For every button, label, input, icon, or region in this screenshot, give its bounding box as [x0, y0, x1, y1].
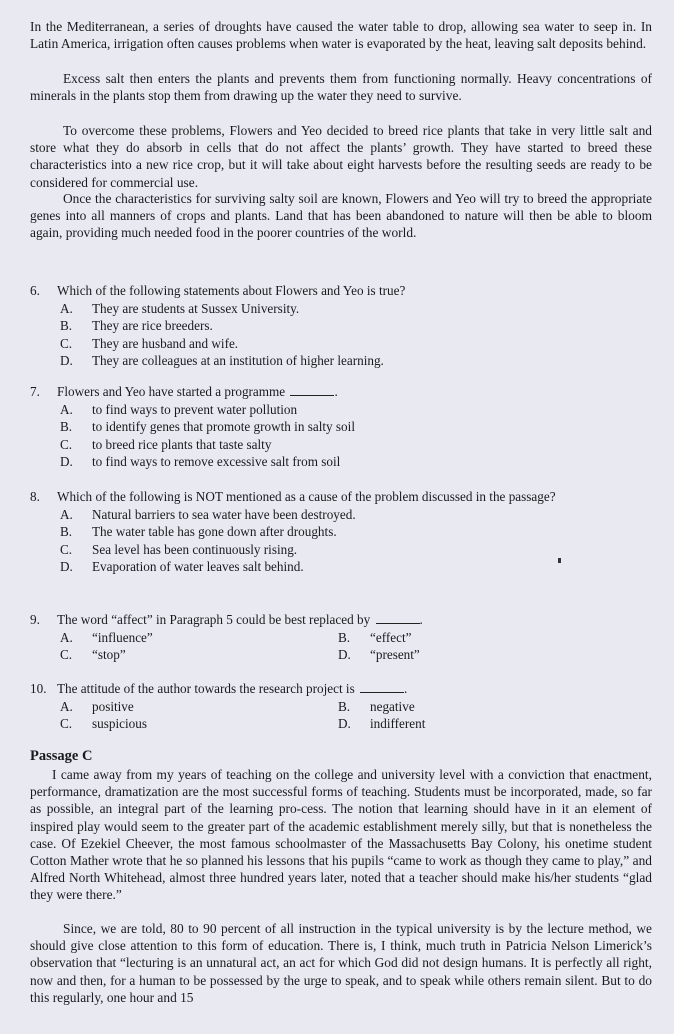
question-stem: Which of the following statements about Flowers and Yeo is true? [57, 283, 406, 298]
option-letter: D. [338, 716, 351, 731]
option-text: “effect” [370, 629, 412, 645]
option-text: to identify genes that promote growth in salty soil [92, 419, 355, 434]
option-letter: B. [338, 698, 351, 714]
passage-c-paragraph-1: I came away from my years of teaching on the college and university level with a conviction that enactment, performance, dramatization are the most successful forms of teaching. Students must be incorporated, made, so far as possible, an integral part of the learning pro-cess. The notion that learning should have in it an element of inspired play would seem to the greater part of the academic establishment merely silly, but that is nonetheless the case. Of Ezekiel Cheever, the most famous schoolmaster of the Massachusetts Bay Colony, his onetime student Cotton Mather wrote that he so planned his lessons that his pupils “came to work as though they came to play,” and Alfred North Whitehead, almost three hundred years later, noted that a teacher should make his/her students “glad they were there.” [30, 767, 652, 903]
option-letter: A. [60, 401, 73, 417]
option-b[interactable] [338, 698, 616, 716]
question-number: 10. [30, 681, 47, 696]
option-c[interactable] [60, 646, 338, 664]
option-letter: D. [60, 559, 73, 574]
option-a[interactable] [30, 300, 652, 318]
option-letter: A. [60, 698, 73, 714]
option-c[interactable] [30, 541, 652, 559]
option-text: negative [370, 698, 415, 714]
question-9 [30, 611, 652, 664]
answer-blank [290, 384, 334, 396]
option-text: to find ways to prevent water pollution [92, 401, 298, 417]
option-text: “present” [370, 647, 420, 662]
option-letter: B. [60, 318, 73, 333]
option-b[interactable] [30, 317, 652, 335]
option-d[interactable] [338, 715, 616, 733]
option-text: indifferent [370, 716, 426, 731]
option-text: “influence” [92, 629, 153, 645]
option-letter: C. [60, 716, 73, 731]
option-letter: B. [338, 629, 351, 645]
option-letter: C. [60, 541, 73, 557]
option-text: to breed rice plants that taste salty [92, 436, 272, 452]
option-text: “stop” [92, 647, 126, 662]
option-letter: D. [60, 353, 73, 368]
option-letter: A. [60, 506, 73, 522]
question-number: 9. [30, 612, 40, 627]
option-a[interactable] [60, 698, 338, 716]
question-10 [30, 680, 652, 733]
option-b[interactable] [30, 523, 652, 541]
passage-c-heading: Passage C [30, 748, 93, 764]
option-text: suspicious [92, 716, 147, 731]
question-number: 8. [30, 489, 40, 504]
answer-blank [376, 612, 420, 624]
blank-suffix: . [419, 612, 423, 627]
question-stem: The attitude of the author towards the research project is [57, 681, 355, 696]
option-letter: D. [60, 454, 73, 469]
option-text: to find ways to remove excessive salt from soil [92, 454, 341, 469]
question-stem: Flowers and Yeo have started a programme [57, 384, 286, 399]
option-letter: D. [338, 647, 351, 662]
question-stem: The word “affect” in Paragraph 5 could be best replaced by [57, 612, 371, 627]
option-text: positive [92, 698, 134, 714]
option-text: Evaporation of water leaves salt behind. [92, 559, 304, 574]
option-c[interactable] [60, 715, 338, 733]
option-c[interactable] [30, 436, 652, 454]
option-text: The water table has gone down after droughts. [92, 524, 337, 539]
option-a[interactable] [30, 401, 652, 419]
option-text: They are husband and wife. [92, 335, 239, 351]
option-text: Sea level has been continuously rising. [92, 541, 298, 557]
option-b[interactable] [338, 629, 616, 647]
option-d[interactable] [338, 646, 616, 664]
question-number: 7. [30, 384, 40, 399]
option-a[interactable] [30, 506, 652, 524]
scan-speck [558, 558, 561, 563]
blank-suffix: . [404, 681, 408, 696]
option-letter: A. [60, 629, 73, 645]
passage-b-paragraph-3: To overcome these problems, Flowers and Yeo decided to breed rice plants that take in very little salt and store what they do absorb in cells that do not affect the plants’ growth. They have started to breed these characteristics into a new rice crop, but it will take about eight harvests before the resulting seeds are ready to be considered for commercial use. [30, 123, 652, 190]
option-d[interactable] [30, 453, 652, 471]
passage-b-paragraph-4: Once the characteristics for surviving salty soil are known, Flowers and Yeo will try to breed the appropriate genes into all manners of crops and plants. Land that has been abandoned to nature will then be able to bloom again, providing much needed food in the poorer countries of the world. [30, 191, 652, 241]
question-7 [30, 383, 652, 471]
option-text: Natural barriers to sea water have been destroyed. [92, 506, 356, 522]
option-text: They are students at Sussex University. [92, 300, 300, 316]
option-letter: B. [60, 419, 73, 434]
option-text: They are rice breeders. [92, 318, 213, 333]
passage-b-paragraph-1: In the Mediterranean, a series of droughts have caused the water table to drop, allowing sea water to seep in. In Latin America, irrigation often causes problems when water is evaporated by the heat, leaving salt deposits behind. [30, 19, 652, 52]
question-number: 6. [30, 283, 40, 298]
answer-blank [360, 681, 404, 693]
blank-suffix: . [334, 384, 338, 399]
option-text: They are colleagues at an institution of higher learning. [92, 353, 384, 368]
option-letter: A. [60, 300, 73, 316]
option-b[interactable] [30, 418, 652, 436]
option-letter: C. [60, 436, 73, 452]
option-c[interactable] [30, 335, 652, 353]
passage-c-paragraph-2: Since, we are told, 80 to 90 percent of all instruction in the typical university is by the lecture method, we should give close attention to this form of education. There is, I think, much truth in Patricia Nelson Limerick’s observation that “lecturing is an unnatural act, an act for which God did not design humans. It is perfectly all right, now and then, for a human to be possessed by the urge to speak, and to speak while others remain silent. But to do this regularly, one hour and 15 [30, 921, 652, 1005]
option-letter: B. [60, 524, 73, 539]
option-d[interactable] [30, 352, 652, 370]
option-letter: C. [60, 335, 73, 351]
passage-b-paragraph-2: Excess salt then enters the plants and prevents them from functioning normally. Heavy concentrations of minerals in the plants stop them from drawing up the water they need to survive. [30, 71, 652, 104]
option-a[interactable] [60, 629, 338, 647]
question-6 [30, 282, 652, 370]
question-stem: Which of the following is NOT mentioned as a cause of the problem discussed in the passage? [57, 489, 556, 504]
option-letter: C. [60, 647, 73, 662]
